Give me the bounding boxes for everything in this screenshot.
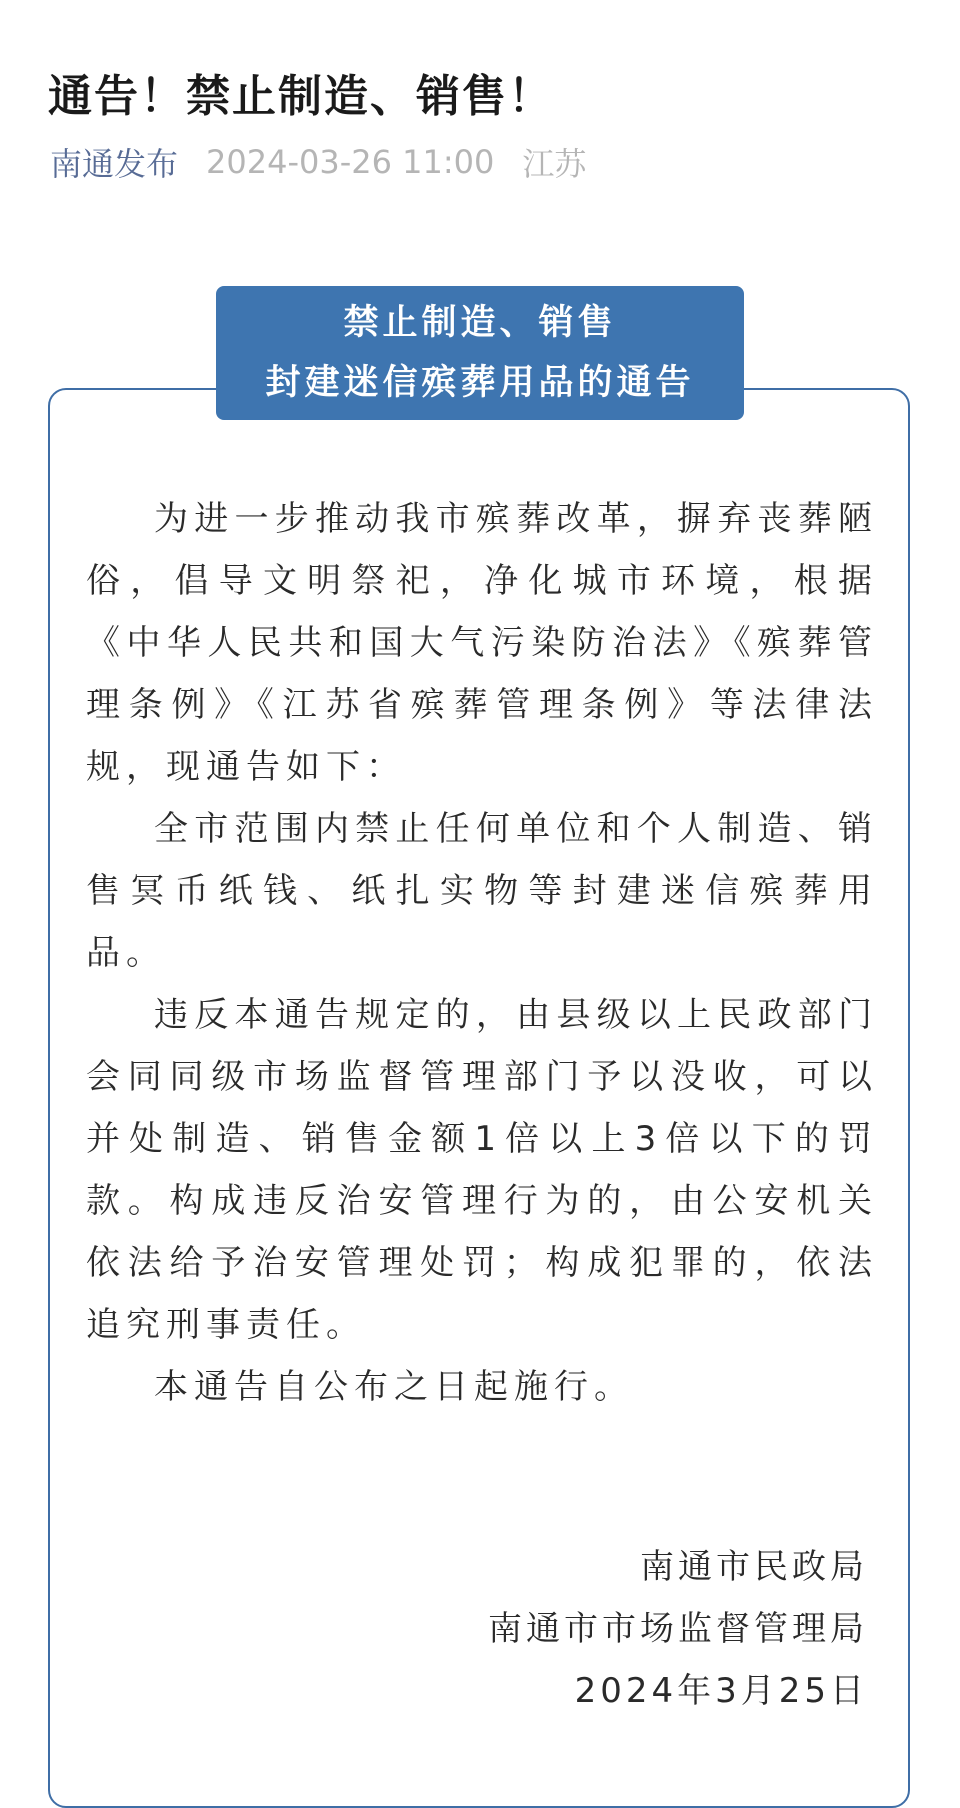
- publish-datetime: 2024-03-26 11:00: [206, 143, 495, 181]
- notice-paragraph: 全市范围内禁止任何单位和个人制造、销售冥币纸钱、纸扎实物等封建迷信殡葬用品。: [86, 809, 878, 973]
- publish-location: 江苏: [522, 145, 587, 183]
- notice-header: [216, 286, 744, 420]
- article-title: 通告！禁止制造、销售！: [48, 71, 554, 123]
- account-name-link[interactable]: 南通发布: [50, 145, 179, 183]
- notice-paragraph: 本通告自公布之日起施行。: [154, 1367, 634, 1407]
- notice-header-line-2: 封建迷信殡葬用品的通告: [265, 363, 695, 403]
- signatory-civil-affairs-bureau: 南通市民政局: [640, 1547, 868, 1587]
- notice-paragraph: 为进一步推动我市殡葬改革，摒弃丧葬陋俗，倡导文明祭祀，净化城市环境，根据《中华人民共和国大气污染防治法》《殡葬管理条例》《江苏省殡葬管理条例》等法律法规，现通告如下：: [86, 499, 878, 787]
- signatory-market-regulation-bureau: 南通市市场监督管理局: [488, 1609, 868, 1649]
- article-meta: [50, 140, 586, 184]
- notice-date: 2024年3月25日: [574, 1671, 868, 1711]
- notice-header-line-1: 禁止制造、销售: [343, 303, 617, 343]
- notice-body: [86, 488, 878, 1418]
- notice-signature: [488, 1536, 868, 1722]
- notice-paragraph: 违反本通告规定的，由县级以上民政部门会同同级市场监督管理部门予以没收，可以并处制造、销售金额1倍以上3倍以下的罚款。构成违反治安管理行为的，由公安机关依法给予治安管理处罚；构成犯罪的，依法追究刑事责任。: [86, 995, 878, 1345]
